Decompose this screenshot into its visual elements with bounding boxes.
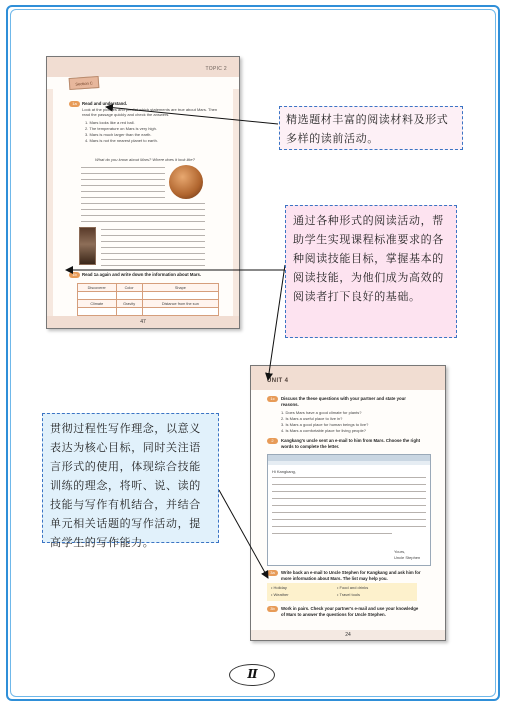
statement-3: 3. Mars is much larger than the earth. xyxy=(85,132,152,137)
task-1c-line2: reasons. xyxy=(281,402,299,407)
task-2-line1: Kangkang's uncle sent an e-mail to him from Mars. Choose the right xyxy=(281,438,421,443)
list-item: • Travel tools xyxy=(337,592,360,597)
list-item: • Holiday xyxy=(271,585,287,590)
arrow-to-writing-task xyxy=(219,490,268,578)
task-1b-title: Read 1a again and write down the information about Mars. xyxy=(82,272,202,277)
task-1c-line1: Discuss the these questions with your partner and state your xyxy=(281,396,406,401)
table-header: Color xyxy=(116,284,142,292)
arrow-to-page2-task xyxy=(268,265,285,380)
topic-label: TOPIC 2 xyxy=(205,66,227,72)
list-item: • Weather xyxy=(271,592,289,597)
table-header: Distance from the sun xyxy=(142,300,218,308)
task-3a-line2: more information about Mars. The list may help you. xyxy=(281,576,388,581)
table-header: Shape xyxy=(142,284,218,292)
task-1a-title: Read and understand. xyxy=(82,101,128,106)
task-tag-2: 2 xyxy=(267,438,278,444)
task-tag-1b: 1b xyxy=(69,272,80,278)
statement-4: 4. Mars is not the nearest planet to earth. xyxy=(85,138,158,143)
unit-label: UNIT 4 xyxy=(267,378,289,384)
section-badge: Section C xyxy=(69,76,100,90)
email-signature: Uncle Stephen xyxy=(394,555,421,560)
question-2: 2. Is Mars a useful place to live in? xyxy=(281,416,343,421)
task-3b-line2: of Mars to answer the questions for Uncle Stephen. xyxy=(281,612,386,617)
email-signoff: Yours, xyxy=(394,549,406,554)
callout-writing-process: 贯彻过程性写作理念，以意义表达为核心目标，同时关注语言形式的使用，体现综合技能训练的理念，将听、说、读的技能与写作有机结合，并结合单元相关话题的写作活动，提高学生的写作能力。 xyxy=(42,413,219,543)
page-number: 47 xyxy=(140,319,146,325)
table-header: Gravity xyxy=(116,300,142,308)
statement-2: 2. The temperature on Mars is very high. xyxy=(85,126,157,131)
task-tag-1a: 1a xyxy=(69,101,80,107)
table-header: Climate xyxy=(78,300,117,308)
task-2-line2: words to complete the letter. xyxy=(281,444,340,449)
question-4: 4. Is Mars a comfortable place for living people? xyxy=(281,428,366,433)
roman-page-number: II xyxy=(229,664,275,686)
callout-reading-materials: 精选题材丰富的阅读材料及形式多样的读前活动。 xyxy=(279,106,463,150)
task-tag-1c: 1c xyxy=(267,396,278,402)
passage-title: What do you know about Mars? Where does it look like? xyxy=(95,157,195,162)
question-3: 3. Is Mars a good place for human beings to live? xyxy=(281,422,369,427)
callout-reading-skills: 通过各种形式的阅读活动，帮助学生实现课程标准要求的各种阅读技能目标，掌握基本的阅读技能，为他们成为高效的阅读者打下良好的基础。 xyxy=(285,205,457,338)
arrow-to-reading-materials xyxy=(106,107,278,124)
table-header: Discoverer xyxy=(78,284,117,292)
task-3b-line1: Work in pairs. Check your partner's e-mail and use your knowledge xyxy=(281,606,419,611)
task-tag-3b: 3b xyxy=(267,606,278,612)
page-number: 24 xyxy=(345,632,351,638)
task-1a-instruction-line1: Look at the pictures and predict which statements are true about Mars. Then xyxy=(82,107,218,112)
email-greeting: Hi Kangkang, xyxy=(272,469,297,474)
question-1: 1. Does Mars have a good climate for plants? xyxy=(281,410,362,415)
list-item: • Food and drinks xyxy=(337,585,369,590)
task-3a-line1: Write back an e-mail to Uncle Stephen for Kangkang and ask him for xyxy=(281,570,421,575)
task-1a-instruction-line2: read the passage quickly and check the answers. xyxy=(82,112,170,117)
task-tag-3a: 3a xyxy=(267,570,278,576)
statement-1: 1. Mars looks like a red ball. xyxy=(85,120,135,125)
